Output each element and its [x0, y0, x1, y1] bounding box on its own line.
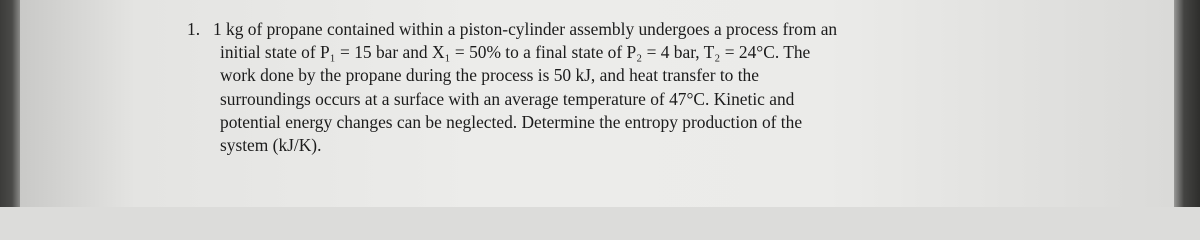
- photo-dark-left-edge: [0, 0, 20, 207]
- problem-line-4: surroundings occurs at a surface with an average temperature of 47°C. Kinetic and: [220, 88, 795, 109]
- problem-statement: [187, 18, 947, 157]
- problem-line-2: initial state of P₁ = 15 bar and X₁ = 50% to a final state of P₂ = 4 bar, T₂ = 24°C. The: [220, 42, 811, 63]
- problem-line-5: potential energy changes can be neglected. Determine the entropy production of the: [220, 111, 803, 132]
- problem-line-3: work done by the propane during the process is 50 kJ, and heat transfer to the: [220, 65, 759, 86]
- photo-dark-right-edge: [1174, 0, 1200, 207]
- problem-number: 1.: [187, 19, 201, 39]
- problem-line-1: 1 kg of propane contained within a piston-cylinder assembly undergoes a process from an: [213, 19, 838, 39]
- problem-line-6: system (kJ/K).: [220, 135, 322, 156]
